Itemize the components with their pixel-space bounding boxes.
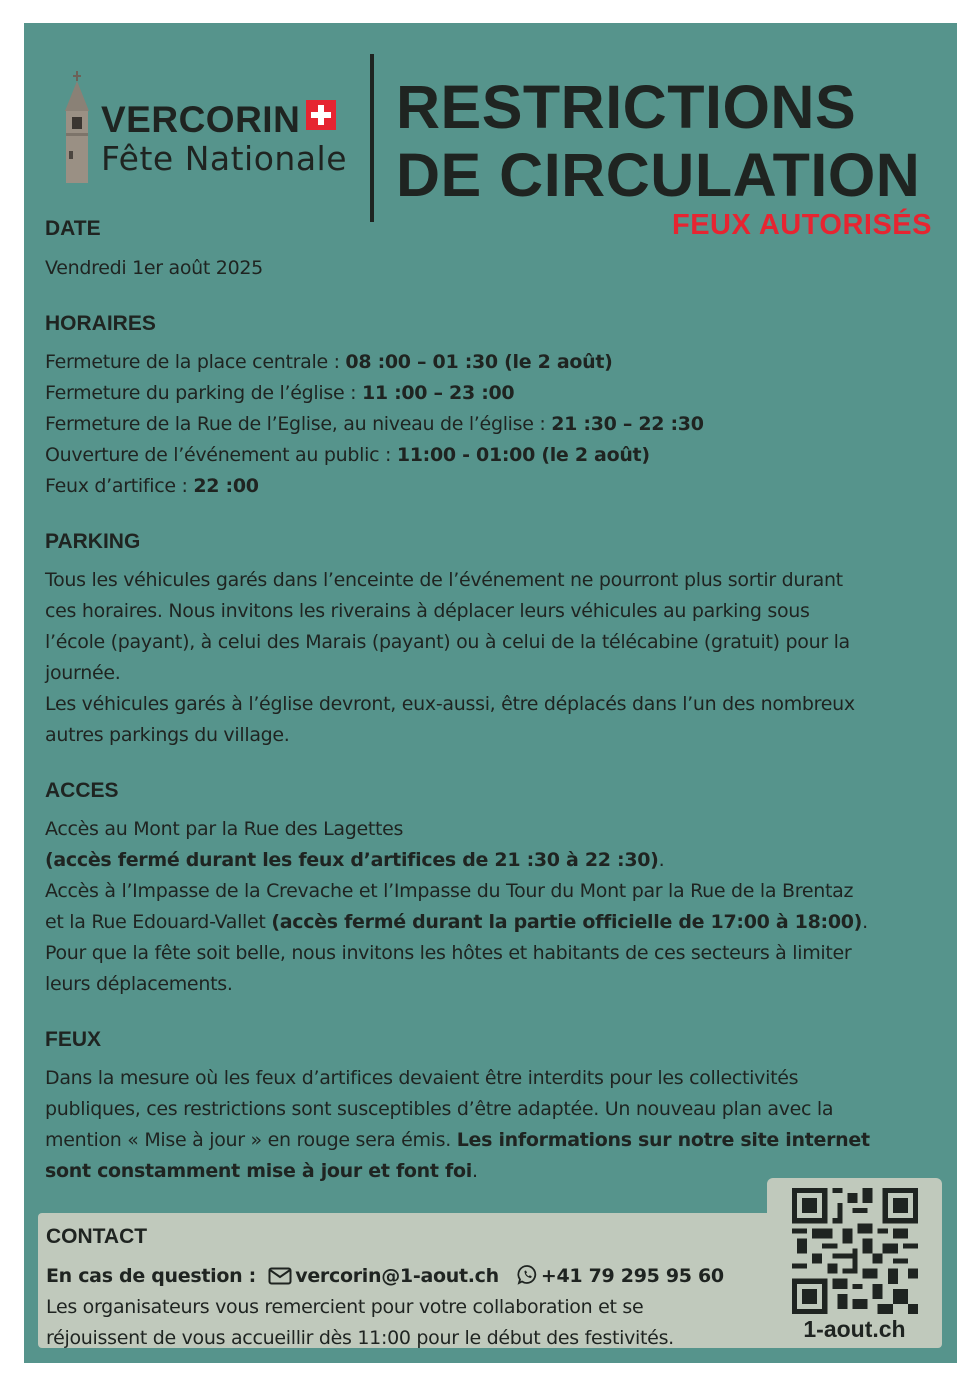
- contact-phone-link[interactable]: +41 79 295 95 60: [540, 1265, 724, 1287]
- text-line: publiques, ces restrictions sont susceptibles d’être adaptée. Un nouveau plan avec la: [45, 1098, 834, 1120]
- contact-heading: CONTACT: [46, 1225, 148, 1248]
- page-title: [396, 73, 920, 209]
- text-line: Les véhicules garés à l’église devront, eux-aussi, être déplacés dans l’un des nombreux: [45, 693, 855, 715]
- date-text: Vendredi 1er août 2025: [45, 257, 263, 279]
- section-heading: HORAIRES: [45, 312, 156, 335]
- contact-lines: [46, 1261, 766, 1354]
- contact-text-line: Les organisateurs vous remercient pour votre collaboration et se: [46, 1296, 644, 1318]
- text-line: ces horaires. Nous invitons les riverains à déplacer leurs véhicules au parking sous: [45, 600, 810, 622]
- schedule-row: [45, 471, 935, 502]
- swiss-flag-icon: [306, 100, 336, 130]
- brand-name: VERCORIN: [101, 99, 301, 140]
- section-heading: DATE: [45, 217, 101, 240]
- section-parking: [45, 528, 935, 751]
- text-line: autres parkings du village.: [45, 724, 290, 746]
- contact-email-link[interactable]: vercorin@1-aout.ch: [295, 1265, 499, 1287]
- parking-text: [45, 565, 935, 751]
- text-span: .: [658, 849, 665, 871]
- text-line: leurs déplacements.: [45, 973, 233, 995]
- text-line: Tous les véhicules garés dans l’enceinte de l’événement ne pourront plus sortir durant: [45, 569, 843, 591]
- brand-subtitle: Fête Nationale: [101, 139, 348, 178]
- text-line: journée.: [45, 662, 121, 684]
- bold-text: (accès fermé durant la partie officielle de 17:00 à 18:00): [271, 911, 863, 933]
- section-date: [45, 215, 935, 284]
- church-tower-icon: [57, 71, 97, 183]
- text-span: et la Rue Edouard-Vallet: [45, 911, 272, 933]
- text-span: mention « Mise à jour » en rouge sera émis.: [45, 1129, 457, 1151]
- schedule-row: [45, 409, 935, 440]
- schedule-value: 21 :30 – 22 :30: [551, 413, 704, 435]
- title-line-1: RESTRICTIONS: [396, 73, 857, 141]
- section-heading: FEUX: [45, 1028, 102, 1051]
- text-line: l’école (payant), à celui des Marais (payant) ou à celui de la télécabine (gratuit) pour la: [45, 631, 850, 653]
- title-line-2: DE CIRCULATION: [396, 141, 921, 209]
- qr-label[interactable]: 1-aout.ch: [803, 1316, 906, 1342]
- text-line: Accès au Mont par la Rue des Lagettes: [45, 818, 404, 840]
- feux-text: [45, 1063, 935, 1187]
- bold-text: sont constamment mise à jour et font foi: [45, 1160, 472, 1182]
- text-line: Dans la mesure où les feux d’artifices devaient être interdits pour les collectivités: [45, 1067, 799, 1089]
- schedule-value: 22 :00: [193, 475, 259, 497]
- schedule-label: Ouverture de l’événement au public :: [45, 444, 397, 466]
- schedule-label: Feux d’artifice :: [45, 475, 194, 497]
- schedule-row: [45, 440, 935, 471]
- text-line: [45, 845, 935, 876]
- text-line: [45, 907, 935, 938]
- qr-code[interactable]: [791, 1188, 919, 1314]
- text-line: Accès à l’Impasse de la Crevache et l’Impasse du Tour du Mont par la Rue de la Brentaz: [45, 880, 854, 902]
- vercorin-logo: [57, 71, 377, 211]
- contact-text-line: réjouissent de vous accueillir dès 11:00 pour le début des festivités.: [46, 1327, 674, 1349]
- acces-text: [45, 814, 935, 1000]
- section-acces: [45, 777, 935, 1000]
- schedule-row: [45, 347, 935, 378]
- main-content: [45, 215, 935, 1187]
- brand: [101, 99, 347, 178]
- schedule-label: Fermeture du parking de l’église :: [45, 382, 362, 404]
- schedule-value: 11:00 - 01:00 (le 2 août): [396, 444, 650, 466]
- section-heading: ACCES: [45, 779, 119, 802]
- schedule-value: 08 :00 – 01 :30 (le 2 août): [345, 351, 613, 373]
- qr-box: [767, 1178, 942, 1348]
- schedule-label: Fermeture de la place centrale :: [45, 351, 346, 373]
- bold-text: Les informations sur notre site internet: [456, 1129, 870, 1151]
- header-divider: [370, 54, 374, 222]
- text-span: .: [862, 911, 868, 933]
- contact-question-line: [46, 1261, 766, 1292]
- schedule-row: [45, 378, 935, 409]
- schedule-list: [45, 347, 935, 502]
- page-subtitle: FEUX AUTORISÉS: [672, 209, 932, 241]
- schedule-value: 11 :00 – 23 :00: [361, 382, 515, 404]
- text-span: .: [471, 1160, 478, 1182]
- schedule-label: Fermeture de la Rue de l’Eglise, au niveau de l’église :: [45, 413, 552, 435]
- section-heading: PARKING: [45, 530, 141, 553]
- whatsapp-icon: [517, 1264, 538, 1285]
- envelope-icon: [268, 1267, 292, 1285]
- poster: [24, 23, 957, 1363]
- text-line: Pour que la fête soit belle, nous invitons les hôtes et habitants de ces secteurs à limiter: [45, 942, 852, 964]
- section-horaires: [45, 310, 935, 502]
- section-feux: [45, 1026, 935, 1187]
- bold-text: (accès fermé durant les feux d’artifices de 21 :30 à 22 :30): [45, 849, 659, 871]
- question-label: En cas de question :: [46, 1265, 263, 1287]
- text-line: [45, 1125, 935, 1156]
